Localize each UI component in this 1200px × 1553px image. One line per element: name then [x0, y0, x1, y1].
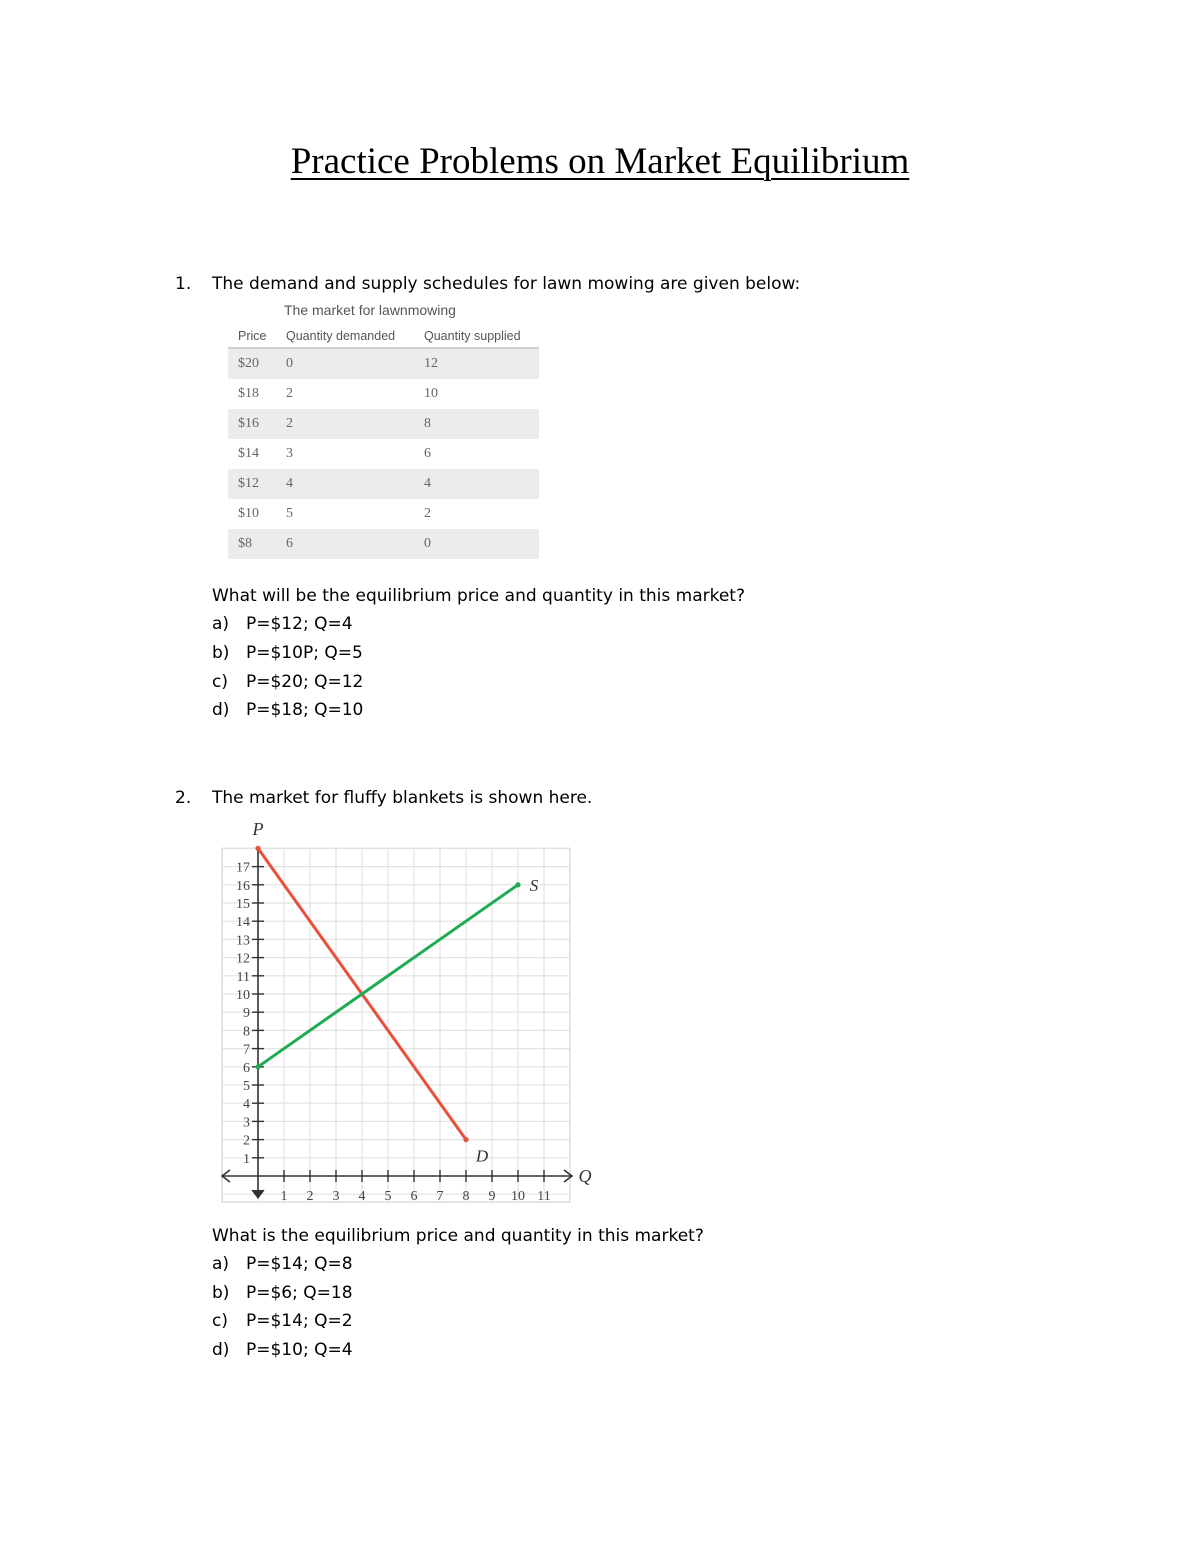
q2-option-b[interactable]: [212, 1283, 353, 1303]
chart-series: [255, 846, 538, 1166]
q1-option-a[interactable]: [212, 614, 353, 634]
option-text: P=$10; Q=4: [246, 1340, 353, 1360]
y-tick-label: 5: [243, 1079, 250, 1094]
q1-table-caption: The market for lawnmowing: [284, 302, 456, 318]
table-row: [228, 529, 539, 559]
q2-option-d[interactable]: [212, 1340, 353, 1360]
table-row: [228, 469, 539, 499]
table-cell: $12: [228, 469, 276, 499]
table-cell: 6: [424, 446, 431, 461]
table-cell: $10: [238, 506, 259, 521]
option-text: P=$10P; Q=5: [246, 643, 363, 663]
q1-option-d[interactable]: [212, 700, 363, 720]
table-cell: 5: [286, 506, 293, 521]
table-cell: 0: [276, 348, 414, 379]
table-cell: 12: [414, 348, 539, 379]
table-cell: 4: [414, 469, 539, 499]
q1-question: What will be the equilibrium price and quantity in this market?: [212, 586, 745, 606]
x-tick-label: 6: [410, 1189, 418, 1204]
y-tick-label: 12: [236, 951, 250, 967]
q2-prompt: The market for fluffy blankets is shown here.: [212, 788, 593, 808]
y-tick-label: 1: [243, 1151, 250, 1167]
q2-question: What is the equilibrium price and quantity in this market?: [212, 1226, 704, 1246]
option-label: c): [212, 1311, 228, 1331]
page-title: Practice Problems on Market Equilibrium: [290, 141, 910, 182]
y-tick-label: 4: [243, 1097, 250, 1113]
y-tick-label: 2: [243, 1133, 250, 1149]
chart-ticks: [236, 861, 551, 1204]
q2-option-c[interactable]: [212, 1311, 353, 1331]
table-cell: 2: [276, 409, 414, 439]
table-cell: $8: [228, 529, 276, 559]
option-label: c): [212, 672, 228, 692]
x-tick-label: 4: [358, 1189, 366, 1204]
table-header-qs: Quantity supplied: [414, 325, 539, 348]
y-tick-label: 10: [236, 988, 250, 1003]
table-header-qd: Quantity demanded: [276, 325, 414, 348]
q1-prompt: The demand and supply schedules for lawn mowing are given below:: [212, 274, 801, 294]
table-row: [228, 409, 539, 439]
x-tick-label: 8: [462, 1189, 470, 1204]
option-text: P=$20; Q=12: [246, 672, 364, 692]
x-tick-label: 7: [436, 1189, 444, 1204]
table-cell: $16: [228, 409, 276, 439]
x-tick-label: 1: [280, 1189, 288, 1204]
y-tick-label: 8: [243, 1024, 250, 1040]
option-text: P=$18; Q=10: [246, 700, 364, 720]
series-startpoint-d: [255, 846, 260, 851]
y-tick-label: 16: [236, 878, 250, 894]
option-label: d): [212, 700, 230, 720]
q1-schedule-table: [228, 325, 539, 559]
x-tick-label: 3: [332, 1189, 340, 1204]
series-label-s: S: [529, 875, 539, 895]
table-cell: $20: [228, 348, 276, 379]
q2-option-a[interactable]: [212, 1254, 353, 1274]
option-label: b): [212, 1283, 230, 1303]
q1-number: 1.: [175, 274, 192, 294]
x-tick-label: 10: [511, 1189, 525, 1204]
table-cell: 6: [276, 529, 414, 559]
option-label: d): [212, 1340, 230, 1360]
table-cell: 4: [276, 469, 414, 499]
table-cell: 2: [286, 386, 293, 401]
option-label: a): [212, 614, 230, 634]
series-label-d: D: [475, 1146, 489, 1166]
y-tick-label: 14: [236, 915, 250, 931]
table-cell: 0: [414, 529, 539, 559]
table-cell: $18: [238, 386, 259, 401]
x-tick-label: 9: [488, 1189, 496, 1204]
y-tick-label: 9: [243, 1006, 250, 1022]
table-row: [228, 348, 539, 379]
option-text: P=$12; Q=4: [246, 614, 353, 634]
y-tick-label: 6: [243, 1060, 250, 1076]
y-axis-label: P: [252, 819, 264, 839]
y-tick-label: 17: [236, 860, 250, 876]
table-row: [228, 499, 539, 529]
x-tick-label: 11: [537, 1189, 551, 1204]
table-header-price: Price: [228, 325, 276, 348]
table-cell: 8: [414, 409, 539, 439]
y-tick-label: 7: [243, 1042, 250, 1058]
table-cell: 3: [286, 446, 293, 461]
table-cell: 2: [424, 506, 431, 521]
series-endpoint-s: [515, 882, 520, 887]
option-text: P=$14; Q=8: [246, 1254, 353, 1274]
table-cell: $14: [238, 446, 259, 461]
q2-number: 2.: [175, 788, 192, 808]
option-label: b): [212, 643, 230, 663]
y-tick-label: 15: [236, 897, 250, 912]
x-tick-label: 5: [384, 1189, 392, 1204]
option-label: a): [212, 1254, 230, 1274]
q1-option-c[interactable]: [212, 672, 363, 692]
table-row: [228, 379, 539, 409]
option-text: P=$14; Q=2: [246, 1311, 353, 1331]
supply-demand-chart: [200, 812, 600, 1212]
table-row: [228, 439, 539, 469]
series-startpoint-s: [255, 1064, 260, 1069]
x-tick-label: 2: [306, 1189, 314, 1204]
y-tick-label: 11: [236, 969, 250, 985]
chart-grid: [222, 848, 570, 1202]
series-endpoint-d: [463, 1137, 468, 1142]
table-cell: 10: [424, 386, 438, 401]
y-tick-label: 3: [243, 1115, 250, 1131]
y-tick-label: 13: [236, 933, 250, 949]
q1-option-b[interactable]: [212, 643, 363, 663]
option-text: P=$6; Q=18: [246, 1283, 353, 1303]
x-axis-label: Q: [578, 1166, 592, 1186]
